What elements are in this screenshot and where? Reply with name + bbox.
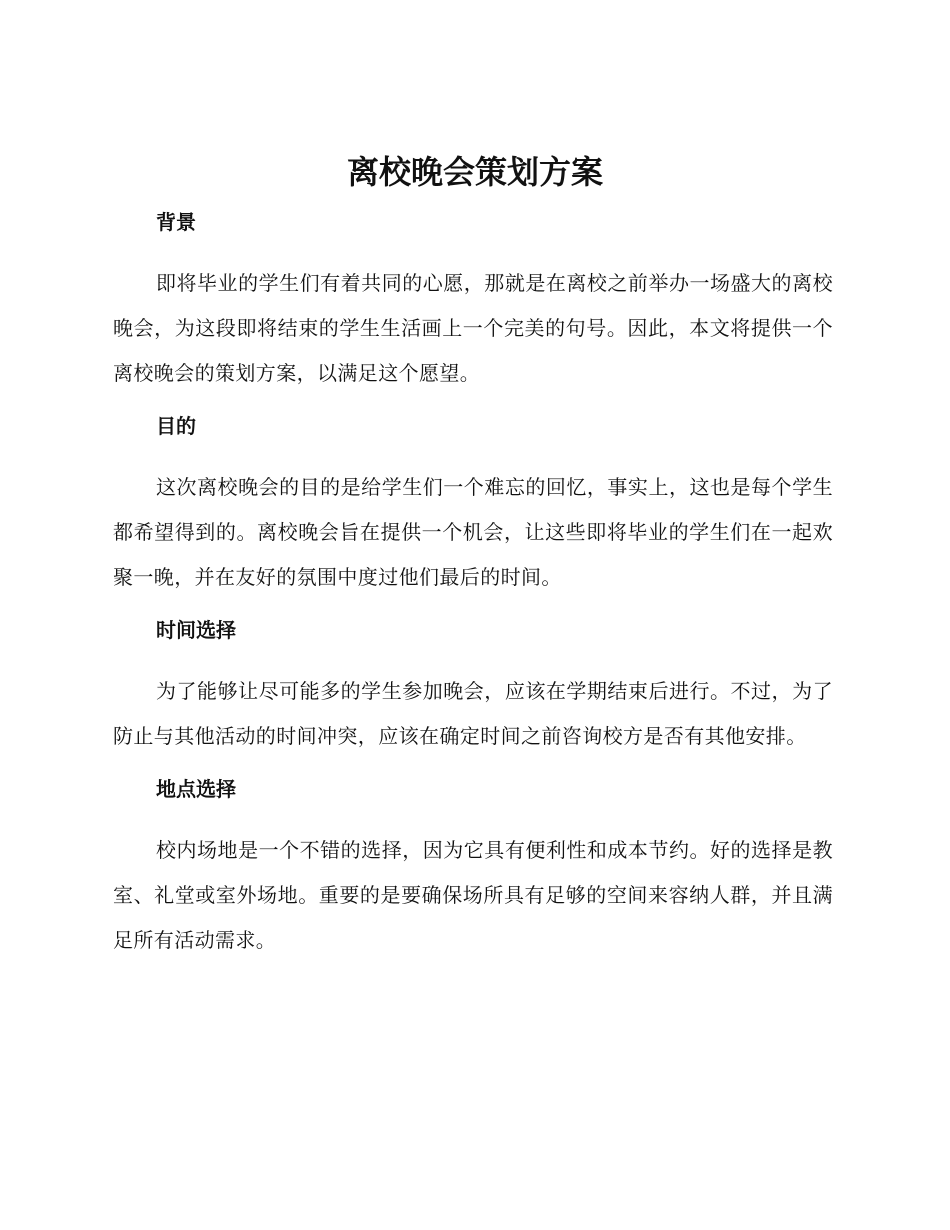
section-background	[113, 204, 833, 408]
section-purpose	[113, 408, 833, 612]
section-paragraph: 这次离校晚会的目的是给学生们一个难忘的回忆，事实上，这也是每个学生都希望得到的。离校晚会旨在提供一个机会，让这些即将毕业的学生们在一起欢聚一晚，并在友好的氛围中度过他们最后的时间。	[113, 475, 833, 589]
section-paragraph: 校内场地是一个不错的选择，因为它具有便利性和成本节约。好的选择是教室、礼堂或室外场地。重要的是要确保场所具有足够的空间来容纳人群，并且满足所有活动需求。	[113, 838, 833, 952]
section-venue-selection	[113, 771, 833, 963]
section-heading: 时间选择	[156, 618, 236, 642]
section-heading: 背景	[156, 210, 196, 234]
document-content	[113, 204, 833, 963]
section-heading: 地点选择	[156, 777, 236, 801]
section-heading: 目的	[156, 414, 196, 438]
page-title: 离校晚会策划方案	[346, 153, 603, 191]
section-time-selection	[113, 612, 833, 771]
section-paragraph: 即将毕业的学生们有着共同的心愿，那就是在离校之前举办一场盛大的离校晚会，为这段即将结束的学生生活画上一个完美的句号。因此，本文将提供一个离校晚会的策划方案，以满足这个愿望。	[113, 271, 833, 385]
section-paragraph: 为了能够让尽可能多的学生参加晚会，应该在学期结束后进行。不过，为了防止与其他活动的时间冲突，应该在确定时间之前咨询校方是否有其他安排。	[113, 679, 833, 748]
